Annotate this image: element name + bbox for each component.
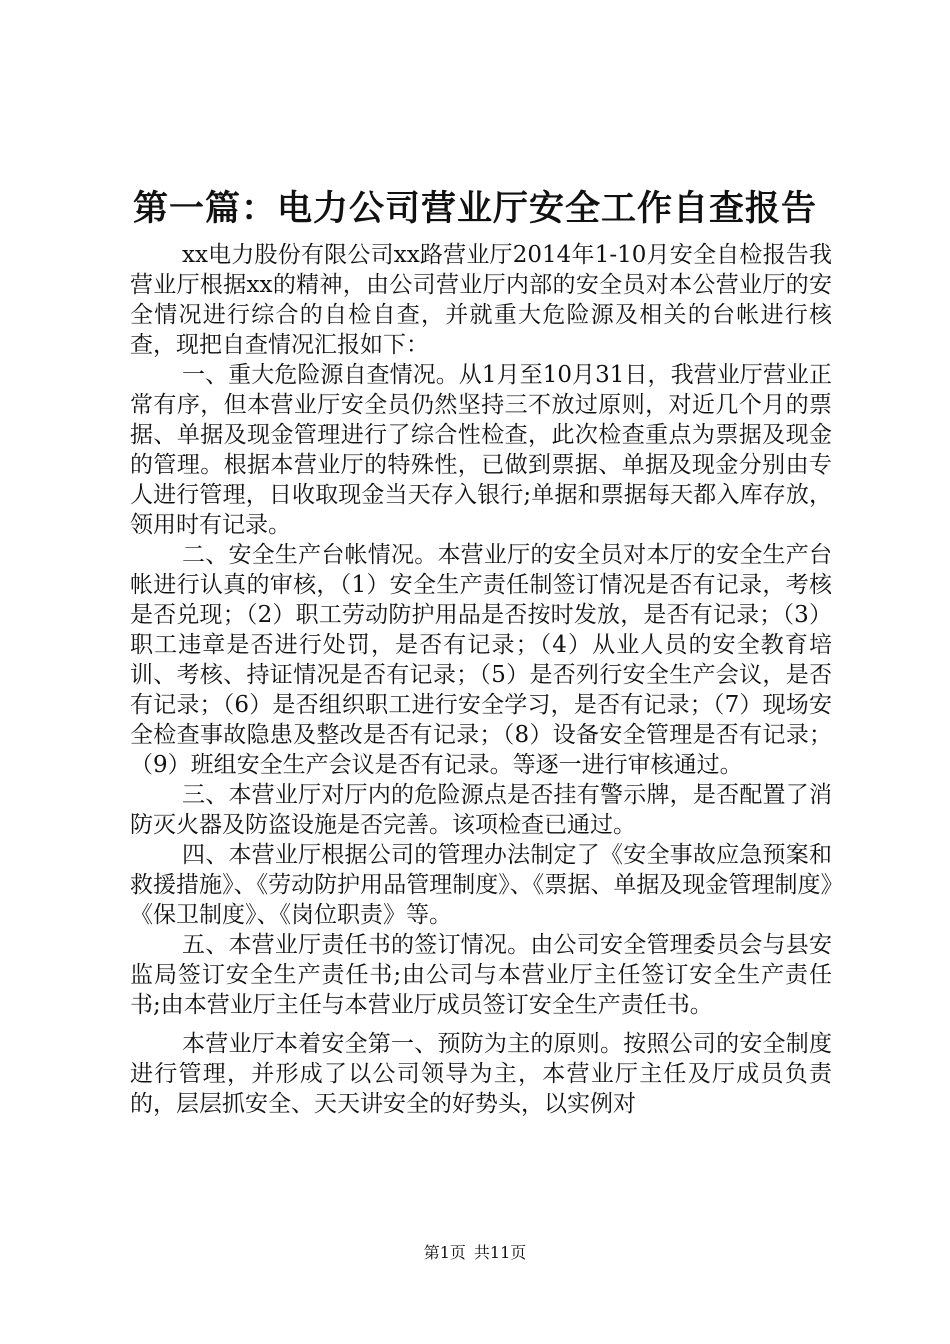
paragraph-intro: xx电力股份有限公司xx路营业厅2014年1-10月安全自检报告我营业厅根据xx的精神，由公司营业厅内部的安全员对本公营业厅的安全情况进行综合的自检自查，并就重大危险源及相关的台帐进行核查，现把自查情况汇报如下： <box>130 242 832 358</box>
document-body <box>130 240 832 1119</box>
paragraph-section-4: 四、本营业厅根据公司的管理办法制定了《安全事故应急预案和救援措施》、《劳动防护用品管理制度》、《票据、单据及现金管理制度》《保卫制度》、《岗位职责》等。 <box>130 842 832 928</box>
page-footer <box>0 1241 950 1265</box>
document-title: 第一篇：电力公司营业厅安全工作自查报告 <box>132 188 817 229</box>
paragraph-section-3: 三、本营业厅对厅内的危险源点是否挂有警示牌，是否配置了消防灭火器及防盗设施是否完善。该项检查已通过。 <box>130 782 832 838</box>
paragraph-conclusion: 本营业厅本着安全第一、预防为主的原则。按照公司的安全制度进行管理，并形成了以公司领导为主，本营业厅主任及厅成员负责的，层层抓安全、天天讲安全的好势头，以实例对 <box>130 1031 832 1117</box>
page-total: 共11页 <box>473 1243 527 1262</box>
page-number: 第1页 <box>423 1243 466 1262</box>
paragraph-section-2: 二、安全生产台帐情况。本营业厅的安全员对本厅的安全生产台帐进行认真的审核，（1）安全生产责任制签订情况是否有记录，考核是否兑现；（2）职工劳动防护用品是否按时发放，是否有记录；（3）职工违章是否进行处罚，是否有记录；（4）从业人员的安全教育培训、考核、持证情况是否有记录；（5）是否列行安全生产会议，是否有记录；（6）是否组织职工进行安全学习，是否有记录；（7）现场安全检查事故隐患及整改是否有记录；（8）设备安全管理是否有记录；（9）班组安全生产会议是否有记录。等逐一进行审核通过。 <box>130 542 832 778</box>
paragraph-section-1: 一、重大危险源自查情况。从1月至10月31日，我营业厅营业正常有序，但本营业厅安全员仍然坚持三不放过原则，对近几个月的票据、单据及现金管理进行了综合性检查，此次检查重点为票据及现金的管理。根据本营业厅的特殊性，已做到票据、单据及现金分别由专人进行管理，日收取现金当天存入银行;单据和票据每天都入库存放，领用时有记录。 <box>130 362 832 538</box>
paragraph-section-5: 五、本营业厅责任书的签订情况。由公司安全管理委员会与县安监局签订安全生产责任书;由公司与本营业厅主任签订安全生产责任书;由本营业厅主任与本营业厅成员签订安全生产责任书。 <box>130 932 832 1018</box>
